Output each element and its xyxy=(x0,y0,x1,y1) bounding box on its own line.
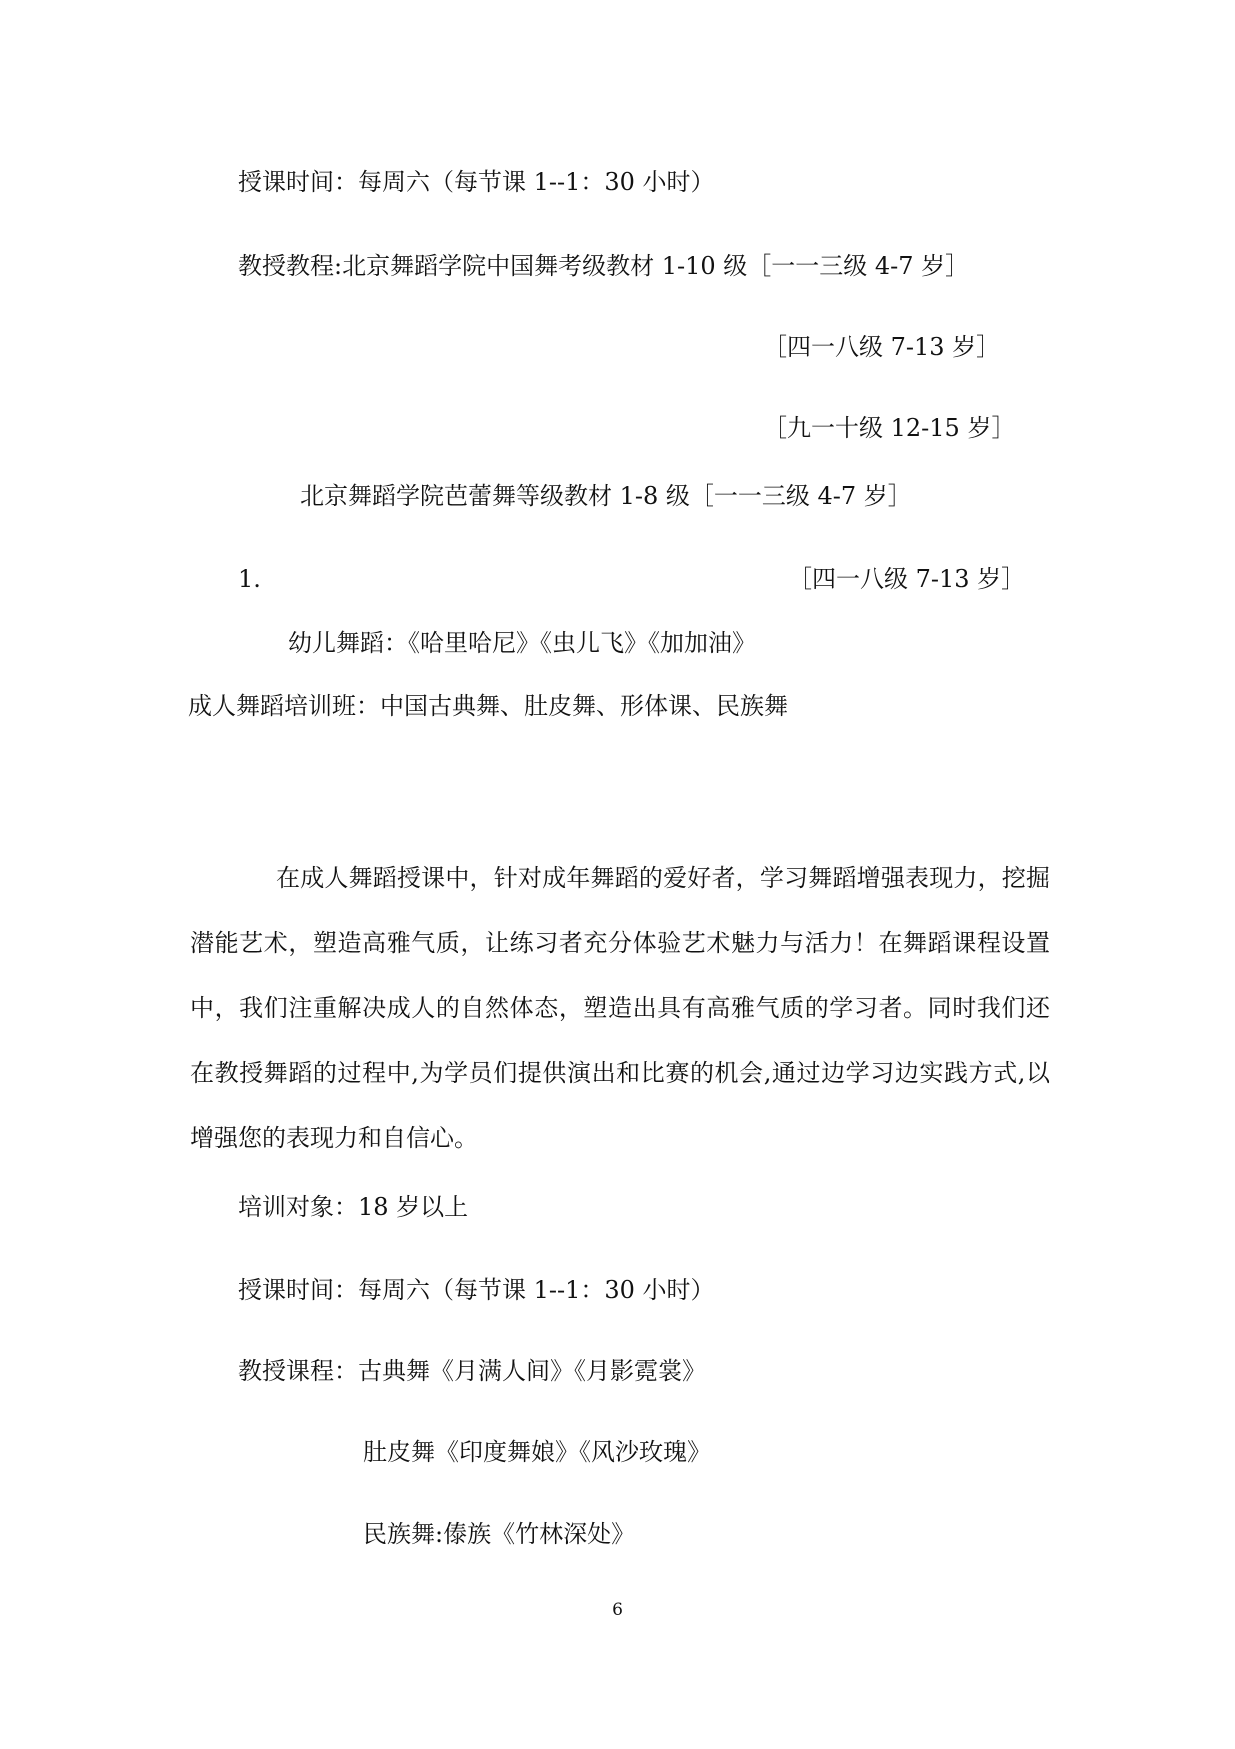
folk-dance-line: 民族舞:傣族《竹林深处》 xyxy=(363,1520,636,1548)
target-line: 培训对象：18 岁以上 xyxy=(238,1193,469,1221)
level-9-10-line: ［九一十级 12-15 岁］ xyxy=(763,414,1016,442)
adult-class-line: 成人舞蹈培训班：中国古典舞、肚皮舞、形体课、民族舞 xyxy=(188,692,788,720)
list-number: 1. xyxy=(238,565,261,593)
kids-dance-line: 幼儿舞蹈：《哈里哈尼》《虫儿飞》《加加油》 xyxy=(288,629,756,657)
ballet-level-4-8-line: ［四一八级 7-13 岁］ xyxy=(788,565,1026,593)
level-4-8-line: ［四一八级 7-13 岁］ xyxy=(763,333,1001,361)
textbook-line: 教授教程:北京舞蹈学院中国舞考级教材 1-10 级［一一三级 4-7 岁］ xyxy=(238,252,970,280)
courses-line: 教授课程：古典舞《月满人间》《月影霓裳》 xyxy=(238,1357,706,1385)
adult-class-time-line: 授课时间：每周六（每节课 1--1：30 小时） xyxy=(238,1276,715,1304)
belly-dance-line: 肚皮舞《印度舞娘》《风沙玫瑰》 xyxy=(363,1438,711,1466)
page-number: 6 xyxy=(612,1600,623,1620)
adult-dance-paragraph: 在成人舞蹈授课中，针对成年舞蹈的爱好者，学习舞蹈增强表现力，挖掘潜能艺术，塑造高雅气质，让练习者充分体验艺术魅力与活力！在舞蹈课程设置中，我们注重解决成人的自然体态，塑造出具有高雅气质的学习者。同时我们还在教授舞蹈的过程中,为学员们提供演出和比赛的机会,通过边学习边实践方式,以增强您的表现力和自信心。 xyxy=(190,864,1050,1152)
class-time-line: 授课时间：每周六（每节课 1--1：30 小时） xyxy=(238,168,715,196)
ballet-textbook-line: 北京舞蹈学院芭蕾舞等级教材 1-8 级［一一三级 4-7 岁］ xyxy=(300,482,912,510)
